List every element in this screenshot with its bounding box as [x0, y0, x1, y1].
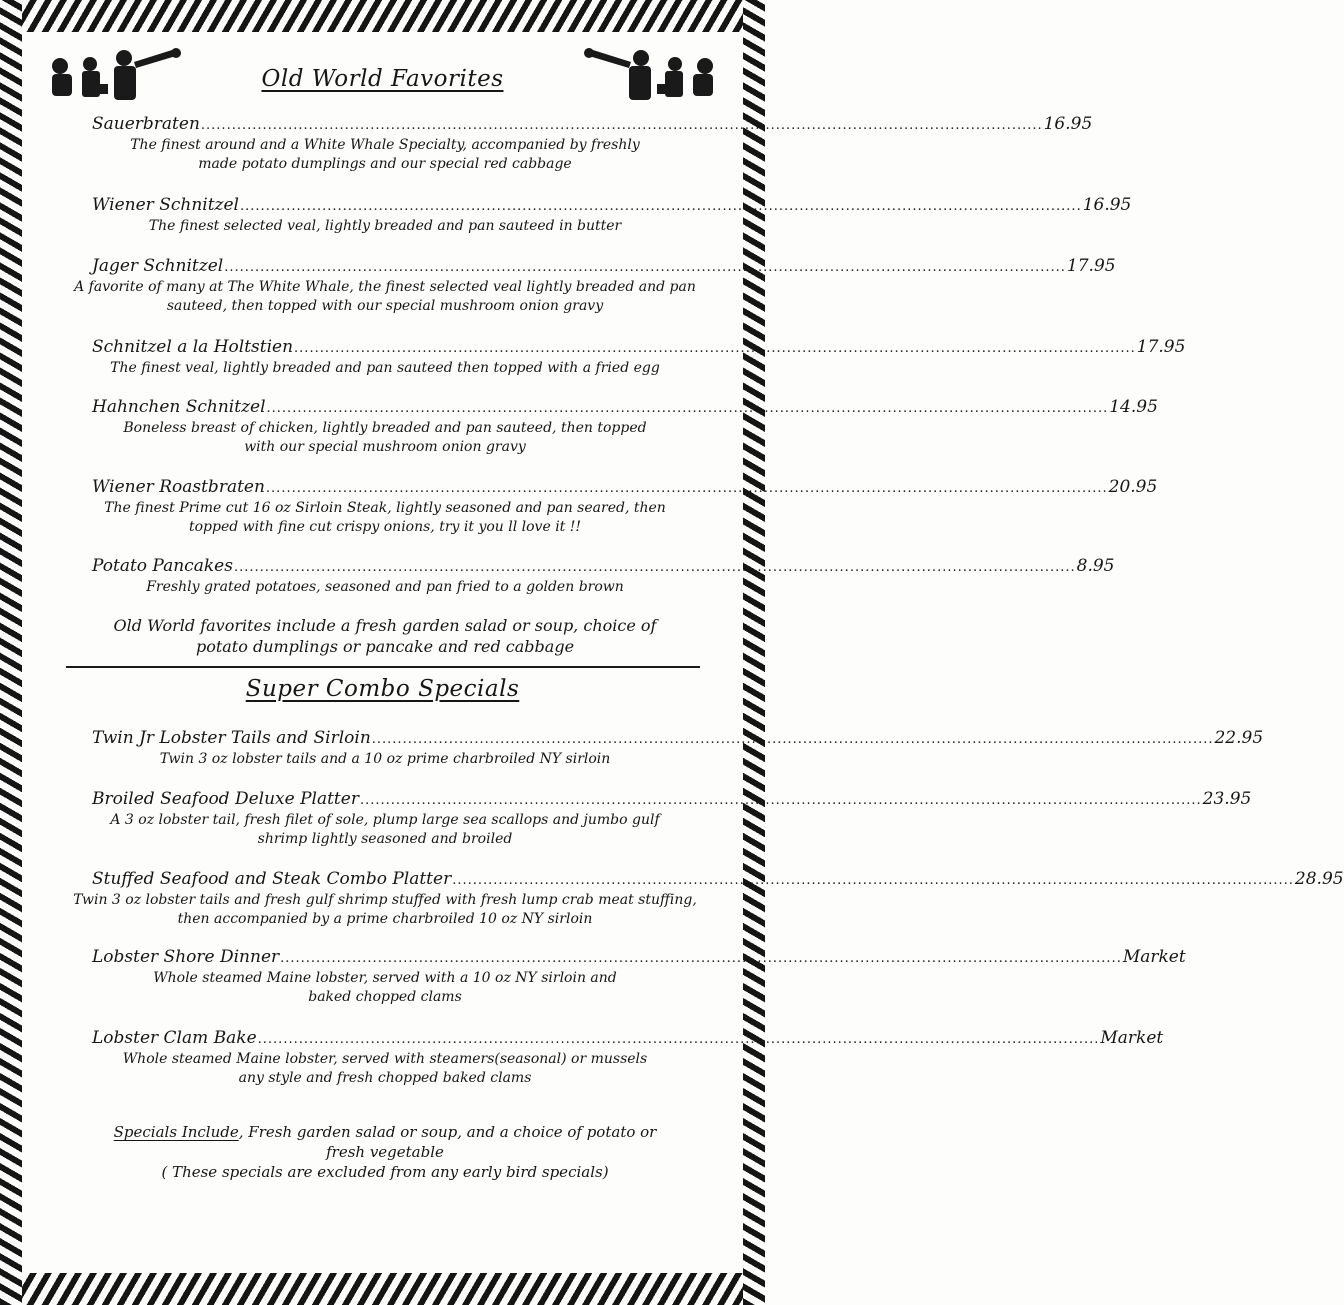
leader-dots: .................................................................................................................................................................... [233, 560, 1076, 575]
item-name: Stuffed Seafood and Steak Combo Platter [92, 869, 452, 889]
item-price: Market [1122, 947, 1186, 967]
menu-item [70, 728, 1264, 769]
item-price: Market [1100, 1028, 1164, 1048]
item-name: Potato Pancakes [92, 556, 233, 576]
menu-item [70, 947, 1186, 1007]
leader-dots: .................................................................................................................................................................... [224, 260, 1066, 275]
item-price: 17.95 [1066, 256, 1116, 276]
menu-item [70, 256, 1116, 316]
specials-include-text: , Fresh garden salad or soup, and a choice of potato or fresh vegetable [238, 1123, 657, 1161]
item-name: Schnitzel a la Holtstien [92, 337, 294, 357]
item-description: Whole steamed Maine lobster, served with steamers(seasonal) or mussels any style and fresh chopped baked clams [122, 1051, 648, 1086]
section-title-old-world [0, 66, 765, 92]
item-price: 22.95 [1214, 728, 1264, 748]
menu-item [70, 869, 1344, 929]
specials-include-label: Specials Include [113, 1123, 239, 1141]
item-description: Twin 3 oz lobster tails and a 10 oz prime charbroiled NY sirloin [159, 751, 611, 767]
item-name: Jager Schnitzel [92, 256, 224, 276]
item-name: Wiener Roastbraten [92, 477, 265, 497]
item-price: 8.95 [1076, 556, 1115, 576]
leader-dots: .................................................................................................................................................................... [280, 951, 1122, 966]
section-divider [66, 666, 700, 668]
leader-dots: .................................................................................................................................................................... [200, 118, 1043, 133]
section-note: Old World favorites include a fresh garden salad or soup, choice of potato dumplings or pancake and red cabbage [113, 616, 657, 656]
item-price: 23.95 [1202, 789, 1252, 809]
leader-dots: .................................................................................................................................................................... [359, 793, 1202, 808]
section-title-combo [0, 676, 765, 702]
specials-note-line1 [110, 1122, 660, 1162]
menu-item [70, 114, 1093, 174]
leader-dots: .................................................................................................................................................................... [371, 732, 1214, 747]
item-description: Freshly grated potatoes, seasoned and pan fried to a golden brown [146, 579, 624, 595]
item-description: The finest Prime cut 16 oz Sirloin Steak, lightly seasoned and pan seared, then topped with fine cut crispy onions, try it you ll love it !! [104, 500, 666, 535]
menu-item [70, 195, 1132, 236]
menu-item [70, 556, 1115, 597]
item-name: Broiled Seafood Deluxe Platter [92, 789, 359, 809]
item-description: The finest veal, lightly breaded and pan sauteed then topped with a fried egg [110, 360, 660, 376]
specials-note [70, 1122, 700, 1182]
section-title-text: Old World Favorites [261, 66, 504, 92]
item-description: Twin 3 oz lobster tails and fresh gulf shrimp stuffed with fresh lump crab meat stuffing, then accompanied by a prime charbroiled 10 oz NY sirloin [73, 892, 697, 927]
item-description: A favorite of many at The White Whale, the finest selected veal lightly breaded and pan sauteed, then topped with our special mushroom onion gravy [74, 279, 696, 314]
item-price: 28.95 [1294, 869, 1344, 889]
item-description: The finest around and a White Whale Specialty, accompanied by freshly made potato dumplings and our special red cabbage [130, 137, 640, 172]
item-description: A 3 oz lobster tail, fresh filet of sole, plump large sea scallops and jumbo gulf shrimp lightly seasoned and broiled [110, 812, 660, 847]
item-price: 17.95 [1136, 337, 1186, 357]
item-name: Hahnchen Schnitzel [92, 397, 266, 417]
item-price: 16.95 [1082, 195, 1132, 215]
leader-dots: .................................................................................................................................................................... [266, 401, 1109, 416]
leader-dots: .................................................................................................................................................................... [294, 341, 1136, 356]
rope-border-top [0, 0, 765, 32]
rope-border-bottom [0, 1273, 765, 1305]
section-title-text: Super Combo Specials [245, 676, 520, 702]
item-name: Lobster Clam Bake [92, 1028, 257, 1048]
menu-item [70, 789, 1252, 849]
leader-dots: .................................................................................................................................................................... [257, 1032, 1100, 1047]
item-name: Sauerbraten [92, 114, 200, 134]
menu-item [70, 397, 1158, 457]
leader-dots: .................................................................................................................................................................... [240, 199, 1082, 214]
item-name: Lobster Shore Dinner [92, 947, 280, 967]
rope-border-left [0, 0, 22, 1305]
item-name: Wiener Schnitzel [92, 195, 239, 215]
item-description: The finest selected veal, lightly breaded and pan sauteed in butter [148, 218, 622, 234]
menu-item [70, 1028, 1164, 1088]
menu-item [70, 477, 1158, 537]
item-price: 14.95 [1109, 397, 1158, 417]
item-name: Twin Jr Lobster Tails and Sirloin [92, 728, 371, 748]
leader-dots: .................................................................................................................................................................... [265, 481, 1108, 496]
item-price: 20.95 [1108, 477, 1158, 497]
specials-note-line2: ( These specials are excluded from any early bird specials) [161, 1163, 609, 1181]
item-description: Whole steamed Maine lobster, served with a 10 oz NY sirloin and baked chopped clams [153, 970, 617, 1005]
item-description: Boneless breast of chicken, lightly breaded and pan sauteed, then topped with our special mushroom onion gravy [123, 420, 647, 455]
leader-dots: .................................................................................................................................................................... [452, 873, 1294, 888]
menu-item [70, 337, 1186, 378]
item-price: 16.95 [1043, 114, 1093, 134]
